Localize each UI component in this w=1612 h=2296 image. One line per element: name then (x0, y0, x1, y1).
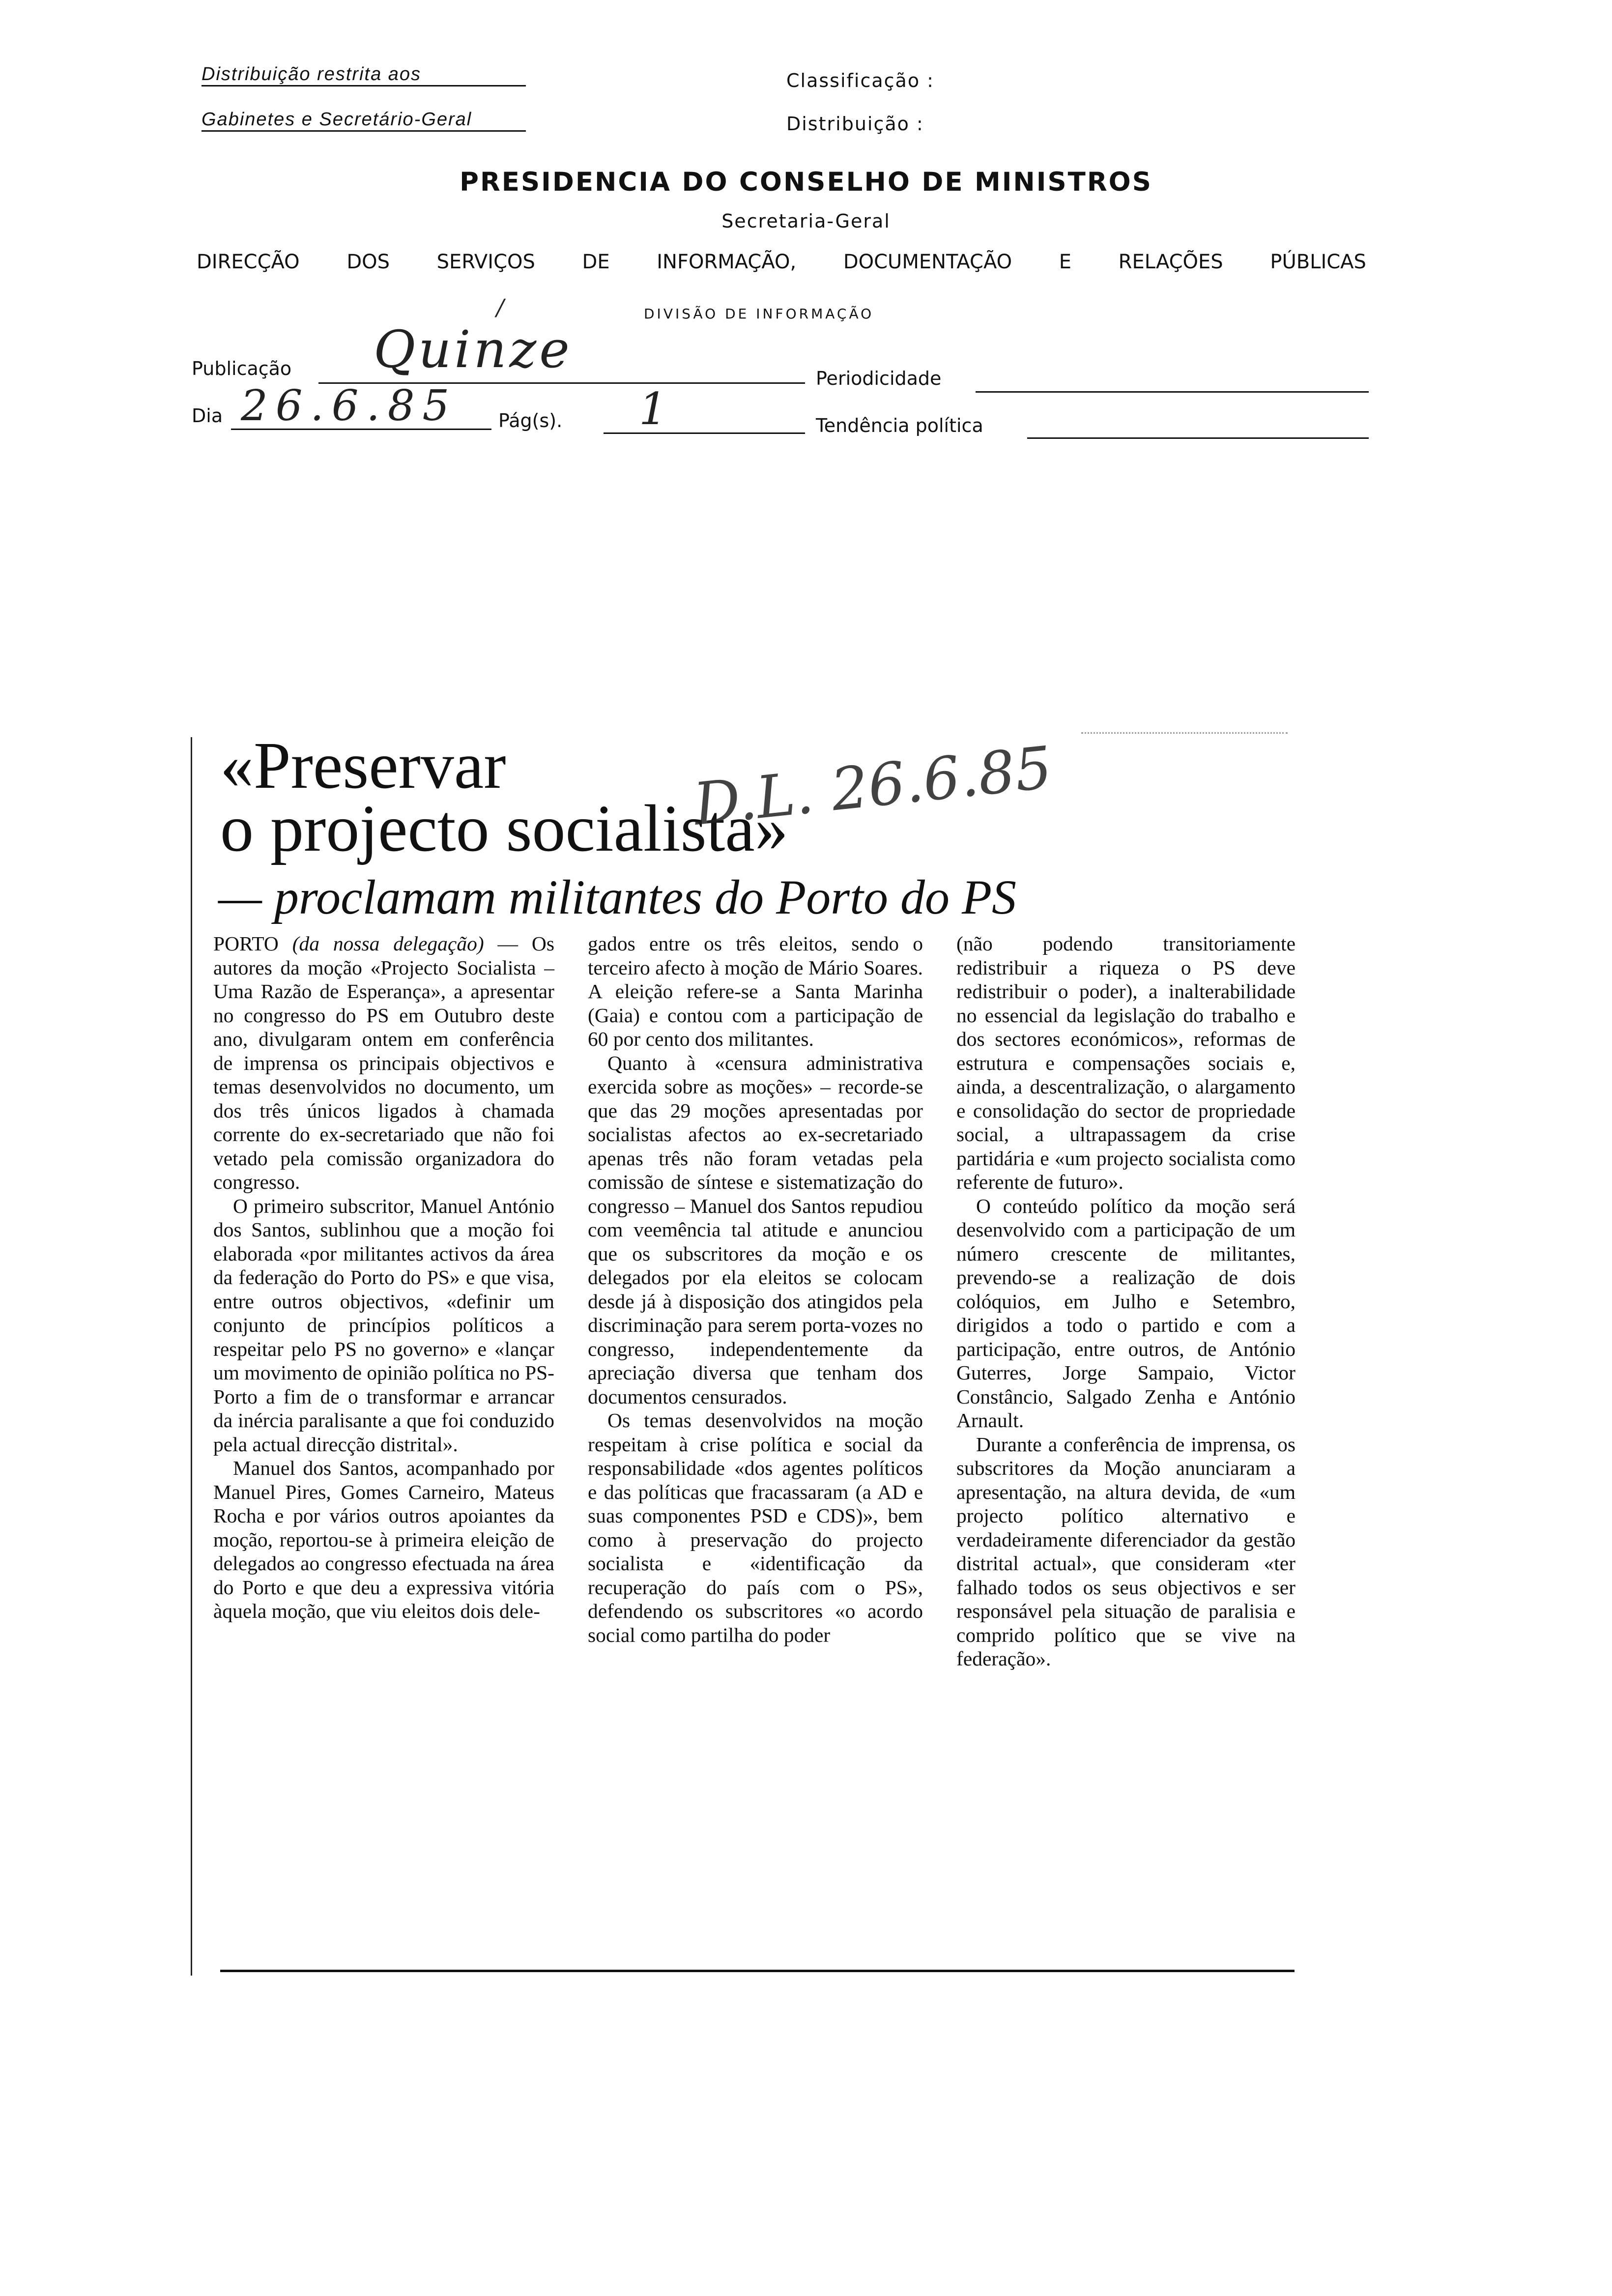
dateline-source: (da nossa delegação) (292, 932, 484, 955)
article-column-3 (956, 932, 1295, 1671)
article-column-2 (588, 932, 923, 1647)
directorate-word: DOS (346, 251, 390, 273)
article-paragraph: gados entre os três eleitos, sendo o terceiro afecto à moção de Mário Soares. A eleição refere-se a Santa Marinha (Gaia) e contou com a participação de 60 por cento dos militantes. (588, 932, 923, 1050)
clipping-top-edge (1081, 732, 1288, 734)
directorate-word: INFORMAÇÃO, (657, 251, 797, 273)
periodicity-rule (976, 391, 1369, 393)
article-column-1 (213, 932, 554, 1623)
article-paragraph: Quanto à «censura administrativa exercida sobre as moções» – recorde-se que das 29 moções apresentadas por socialistas afectos ao ex-secretariado apenas três não foram vetadas pela comissão de síntese e sistematização do congresso – Manuel dos Santos repudiou com veemência tal atitude e anunciou que os subscritores da moção e os delegados por ela eleitos se colocam desde já à disposição dos atingidos pela discriminação para serem porta-vozes no congresso, independentemente da apreciação diversa que tenham dos documentos censurados. (588, 1051, 923, 1408)
subheadline: — proclamam militantes do Porto do PS (218, 870, 1017, 924)
article-paragraph: O primeiro subscritor, Manuel António dos Santos, sublinhou que a moção foi elaborada «por militantes activos da área da federação do Porto do PS» e que visa, entre outros objectivos, «definir um conjunto de princípios políticos a respeitar pelo PS no governo» e «lançar um movimento de opinião política no PS-Porto a fim de o transformar e arrancar da inércia paralisante a que foi conduzido pela actual direcção distrital». (213, 1194, 554, 1456)
secretariat-title: Secretaria-Geral (721, 210, 891, 232)
pages-label: Pág(s). (498, 410, 563, 431)
directorate-word: PÚBLICAS (1270, 251, 1366, 273)
article-paragraph: Durante a conferência de imprensa, os subscritores da Moção anunciaram a apresentação, na altura devida, de «um projecto político alternativo e verdadeiramente diferenciador da gestão distrital actual», que consideram «ter falhado todos os seus objectivos e ser responsável pela situação de paralisia e comprido político que se vive na federação». (956, 1433, 1295, 1670)
political-tendency-label: Tendência política (816, 415, 983, 436)
publication-label: Publicação (192, 358, 292, 379)
article-paragraph: (não podendo transitoriamente redistribuir a riqueza o PS deve redistribuir o poder), a inalterabilidade no essencial da legislação do trabalho e dos sectores económicos», reformas de estrutura e compensações sociais e, ainda, a descentralização, o alargamento e consolidação do sector de propriedade social, a ultrapassagem da crise partidária e «um projecto socialista como referente de futuro». (956, 932, 1295, 1193)
clipping-left-border (191, 737, 192, 1976)
pages-rule (604, 432, 805, 434)
directorate-word: E (1059, 251, 1072, 273)
distribution-label: Distribuição : (786, 113, 924, 135)
day-handwritten: 26.6.85 (241, 381, 458, 430)
article-paragraph: O conteúdo político da moção será desenvolvido com a participação de um número crescente de militantes, prevendo-se a realização de dois colóquios, em Julho e Setembro, dirigidos a todo o partido e com a participação, entre outros, de António Guterres, Jorge Sampaio, Victor Constâncio, Salgado Zenha e António Arnault. (956, 1194, 1295, 1432)
directorate-word: DOCUMENTAÇÃO (843, 251, 1012, 273)
division-title: DIVISÃO DE INFORMAÇÃO (644, 306, 874, 322)
headline-line-1: «Preservar (220, 729, 506, 803)
distribution-line-1: Distribuição restrita aos (202, 64, 526, 86)
paragraph-text: — Os autores da moção «Projecto Socialista – Uma Razão de Esperança», a apresentar no congresso do PS em Outubro deste ano, divulgaram ontem em conferência de imprensa os principais objectivos e temas desenvolvidos no documento, um dos três únicos ligados à chamada corrente do ex-secretariado que não foi vetado pela comissão organizadora do congresso. (213, 932, 555, 1193)
article-paragraph (213, 932, 554, 1194)
day-label: Dia (192, 405, 223, 427)
classification-label: Classificação : (786, 70, 934, 91)
headline-line-2: o projecto socialista» (220, 792, 788, 865)
directorate-word: DIRECÇÃO (197, 251, 300, 273)
presidency-title: PRESIDENCIA DO CONSELHO DE MINISTROS (460, 167, 1152, 197)
pages-handwritten: 1 (639, 383, 667, 435)
article-bottom-rule (220, 1970, 1295, 1972)
article-paragraph: Manuel dos Santos, acompanhado por Manuel Pires, Gomes Carneiro, Mateus Rocha e por vários outros apoiantes da moção, reportou-se à primeira eleição de delegados ao congresso efectuada na área do Porto e que deu a expressiva vitória àquela moção, que viu eleitos dois dele- (213, 1457, 554, 1622)
directorate-word: RELAÇÕES (1118, 251, 1223, 273)
distribution-line-2: Gabinetes e Secretário-Geral (202, 109, 526, 132)
dateline-place: PORTO (213, 932, 279, 955)
periodicity-label: Periodicidade (816, 368, 942, 389)
directorate-word: SERVIÇOS (436, 251, 535, 273)
handwritten-mark: / (496, 294, 504, 320)
article-paragraph: Os temas desenvolvidos na moção respeitam à crise política e social da responsabilidade «dos agentes políticos e das políticas que fracassaram (a AD e suas componentes PSD e CDS)», bem como à preservação do projecto socialista e «identificação da recuperação do país com o PS», defendendo os subscritores «o acordo social como partilha do poder (588, 1409, 923, 1646)
publication-handwritten: Quinze (374, 319, 573, 379)
handwritten-annotation: D.L. 26.6.85 (690, 733, 1055, 838)
political-tendency-rule (1027, 437, 1369, 439)
directorate-word: DE (582, 251, 610, 273)
directorate-line (197, 251, 1366, 273)
